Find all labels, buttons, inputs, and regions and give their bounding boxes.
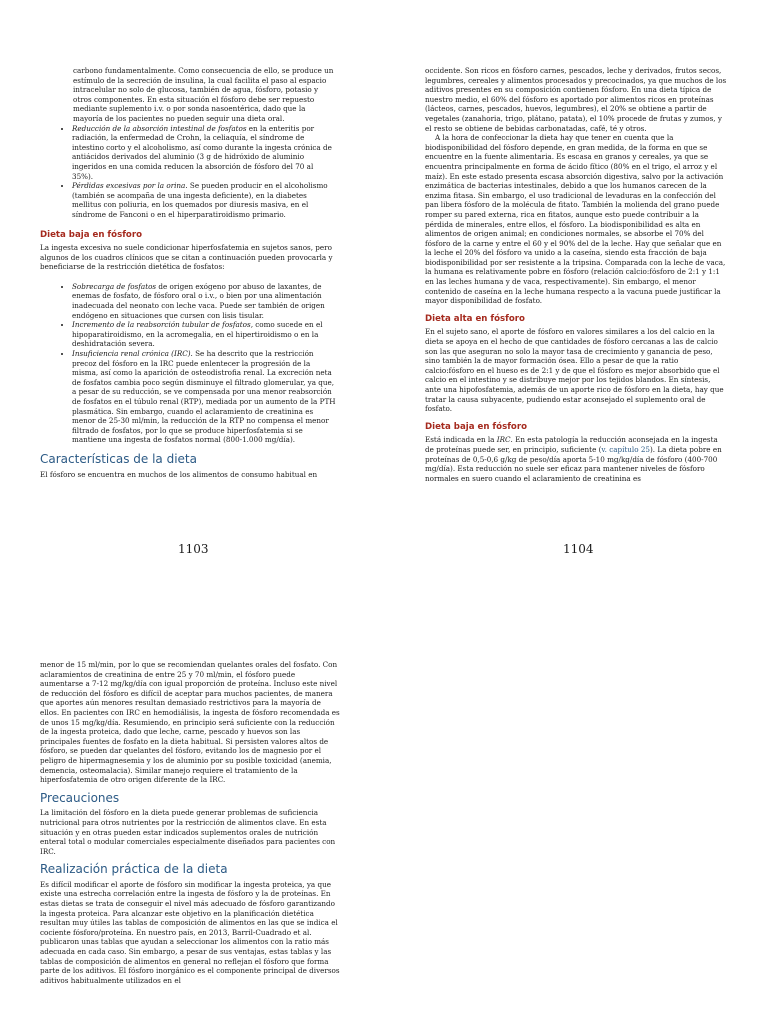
section-heading-caracteristicas: Características de la dieta [40,451,197,466]
list-item [72,124,336,182]
list-item [72,282,336,320]
list-item [72,349,336,445]
bullet-text: en la enteritis por radiación, la enfermedad de Crohn, la celiaquía, el síndrome de intestino corto y el alcoholismo, así como durante la ingesta crónica de antiácidos derivados del aluminio (3 g de hidróxido de aluminio ingeridos en una comida reducen la absorción de fósforo del 70 al 35%). [72,123,332,181]
bullet-term: Pérdidas excesivas por la orina. [72,181,188,191]
section-heading-precauciones: Precauciones [40,790,120,805]
bullet-term: Incremento de la reabsorción tubular de fosfatos, [72,320,253,330]
bullet-list-hyperphosphatemia [40,282,336,445]
text-run-italic: IRC [496,435,511,445]
page-1104-column [425,66,727,483]
bullet-text: Se ha descrito que la restricción precoz del fósforo en la IRC puede enlentecer la progresión de la misma, así como la aparición de osteodistrofia renal. La excreción neta de fosfatos cambia poco según disminuye el filtrado glomerular, ya que, a pesar de su reducción, se ve compensada por una menor reabsorción de fosfatos en el túbulo renal (RTP), mediada por un aumento de la PTH plasmática. Sin embargo, cuando el aclaramiento de creatinina es menor de 25-30 ml/min, la reducción de la RTP no compensa el menor filtrado de fosfatos, por lo que se produce hiperfosfatemia si se mantiene una ingesta de fosfatos normal (800-1.000 mg/día). [72,349,336,445]
list-item [72,181,336,219]
realizacion-paragraph: Es difícil modificar el aporte de fósforo sin modificar la ingesta proteica, ya que existe una estrecha correlación entre la ingesta de fósforo y la de proteínas. En estas dietas se trata de conseguir el nivel más adecuado de fósforo garantizando la ingesta proteica. Para alcanzar este objetivo en la planificación dietética resultan muy útiles las tablas de composición de alimentos en las que se indica el cociente fósforo/proteína. En nuestro país, en 2013, Barril-Cuadrado et al. publicaron unas tablas que ayudan a seleccionar los alimentos con la ratio más adecuada en cada caso. Sin embargo, a pesar de sus ventajas, estas tablas y las tablas de composición de alimentos en general no reflejan el fósforo que forma parte de los aditivos. El fósforo inorgánico es el componente principal de diversos aditivos habitualmente utilizados en el [40,879,340,985]
bullet-term: Reducción de la absorción intestinal de fosfatos [72,123,247,133]
section-heading-dieta-alta: Dieta alta en fósforo [425,313,525,324]
list-item [72,320,336,349]
page-number-1104: 1104 [563,542,594,556]
text-run: ). La dieta pobre en proteínas de 0,5-0,6 g/kg de peso/día aporta 5-10 mg/kg/día de fósforo (400-700 mg/día). Esta reducción no suele ser eficaz para mantener niveles de fósforo normales en suero cuando el aclaramiento de creatinina es [425,444,722,483]
foods-paragraph: occidente. Son ricos en fósforo carnes, pescados, leche y derivados, frutos secos, legumbres, cereales y alimentos procesados y precocinados, ya que muchos de los aditivos presentes en su composición contienen fósforo. En una dieta típica de nuestro medio, el 60% del fósforo es aportado por alimentos ricos en proteínas (lácteos, carnes, pescados, huevos, legumbres), el 20% se obtiene a partir de vegetales (zanahoria, trigo, plátano, patata), el 10% procede de frutas y zumos, y el resto se obtiene de bebidas carbonatadas, café, té y otros. [425,66,727,133]
dieta-baja-2-paragraph [425,435,727,483]
text-run: . En esta patología la reducción aconsejada en la ingesta de proteínas puede ser, en principio, suficiente ( [425,435,718,454]
bullet-term: Insuficiencia renal crónica (IRC). [72,349,193,359]
caracteristicas-paragraph: El fósforo se encuentra en muchos de los alimentos de consumo habitual en [40,469,318,479]
text-run: Está indicada en la [425,435,497,445]
page-1103-column [40,66,336,479]
precauciones-paragraph: La limitación del fósforo en la dieta puede generar problemas de suficiencia nutricional para otros nutrientes por la restricción de alimentos clave. En esta situación y en otras pueden estar indicados suplementos orales de nutrición enteral total o modular comerciales especialmente diseñados para pacientes con IRC. [40,808,336,856]
bullet-text: de origen exógeno por abuso de laxantes, de enemas de fosfato, de fósforo oral o i.v., o bien por una alimentación inadecuada del neonato con leche vaca. Puede ser también de origen endógeno en situaciones que cursen con lisis tisular. [72,281,325,320]
bullet-list-causes [40,124,336,220]
section-heading-dieta-baja: Dieta baja en fósforo [40,229,142,240]
page-1105-column [40,660,340,985]
bullet-text: Se pueden producir en el alcoholismo (también se acompaña de una ingesta deficiente), en la diabetes mellitus con poliuria, en los quemados por diuresis masiva, en el síndrome de Fanconi o en el hiperparatiroidismo primario. [72,181,328,219]
bullet-term: Sobrecarga de fosfatos [72,281,157,291]
bioavailability-paragraph: A la hora de confeccionar la dieta hay que tener en cuenta que la biodisponibilidad del fósforo depende, en gran medida, de la forma en que se encuentre en la fuente alimentaria. Es escasa en granos y cereales, ya que se encuentra principalmente en forma de ácido fítico (80% en el trigo, el arroz y el maíz). En este estado presenta escasa absorción digestiva, salvo por la activación enzimática de bacterias intestinales, debido a que los humanos carecen de la enzima fitasa. Sin embargo, el uso tradicional de levaduras en la confección del pan libera fósforo de la molécula de fitato. También la molienda del grano puede romper su pared externa, rica en fitatos, aunque esto puede contribuir a la pérdida de minerales, entre ellos, el fósforo. La biodisponibilidad es alta en alimentos de origen animal; en condiciones normales, se absorbe el 70% del fósforo de la carne y entre el 60 y el 90% del de la leche. Hay que señalar que en la leche el 20% del fósforo va unido a la caseína, siendo esta fracción de baja biodisponibilidad por ser resistente a la tripsina. Comparada con la leche de vaca, la humana es relativamente pobre en fósforo (relación calcio:fósforo de 2:1 y 1:1 en las leches humana y de vaca, respectivamente). Sin embargo, el menor contenido de caseína en la leche humana respecto a la vacuna puede justificar la mayor disponibilidad de fosfato. [425,133,726,306]
dieta-baja-paragraph: La ingesta excesiva no suele condicionar hiperfosfatemia en sujetos sanos, pero algunos de los cuadros clínicos que se citan a continuación pueden provocarla y beneficiarse de la restricción dietética de fosfatos: [40,243,333,272]
section-heading-realizacion: Realización práctica de la dieta [40,862,228,877]
dieta-alta-paragraph: En el sujeto sano, el aporte de fósforo en valores similares a los del calcio en la dieta se apoya en el hecho de que cantidades de fósforo cercanas a las de calcio son las que aseguran no solo la mayor tasa de crecimiento y ganancia de peso, sino también la de mayor formación ósea. Ello a pesar de que la ratio calcio:fósforo en el hueso es de 2:1 y de que el fósforo es mejor absorbido que el calcio en el intestino y se distribuye mejor por los tejidos blandos. En síntesis, ante una hipofosfatemia, además de un aporte rico de fósforo en la dieta, hay que tratar la causa subyacente, pudiendo estar aconsejado el suplemento oral de fosfato. [425,327,724,414]
page-number-1103: 1103 [178,542,209,556]
intro-paragraph: carbono fundamentalmente. Como consecuencia de ello, se produce un estímulo de la secreción de insulina, la cual facilita el paso al espacio intracelular no solo de glucosa, también de agua, fósforo, potasio y otros componentes. En esta situación el fósforo debe ser repuesto mediante suplemento i.v. o por sonda nasoentérica, dado que la mayoría de los pacientes no pueden seguir una dieta oral. [73,66,334,123]
continuation-paragraph: menor de 15 ml/min, por lo que se recomiendan quelantes orales del fosfato. Con aclaramientos de creatinina de entre 25 y 70 ml/min, el fósforo puede aumentarse a 7-12 mg/kg/día con igual proporción de proteína. Incluso este nivel de reducción del fósforo es difícil de aceptar para muchos pacientes, de manera que aportes aún menores resultan demasiado restrictivos para la mayoría de ellos. En pacientes con IRC en hemodiálisis, la ingesta de fósforo recomendada es de unos 15 mg/kg/día. Resumiendo, en principio será suficiente con la reducción de la ingesta proteica, dado que leche, carne, pescado y huevos son las principales fuentes de fosfato en la dieta habitual. Si persisten valores altos de fósforo, se pueden dar quelantes del fósforo, evitando los de magnesio por el peligro de hipermagnesemia y los de aluminio por su posible toxicidad (anemia, demencia, osteomalacia). Similar manejo requiere el tratamiento de la hiperfosfatemia de otro origen diferente de la IRC. [40,660,340,785]
section-heading-dieta-baja-2: Dieta baja en fósforo [425,421,527,432]
bullet-text: como sucede en el hipoparatiroidismo, en la acromegalia, en el hipertiroidismo o en la deshidratación severa. [72,320,323,349]
chapter-link[interactable]: v. capítulo 25 [601,444,650,454]
